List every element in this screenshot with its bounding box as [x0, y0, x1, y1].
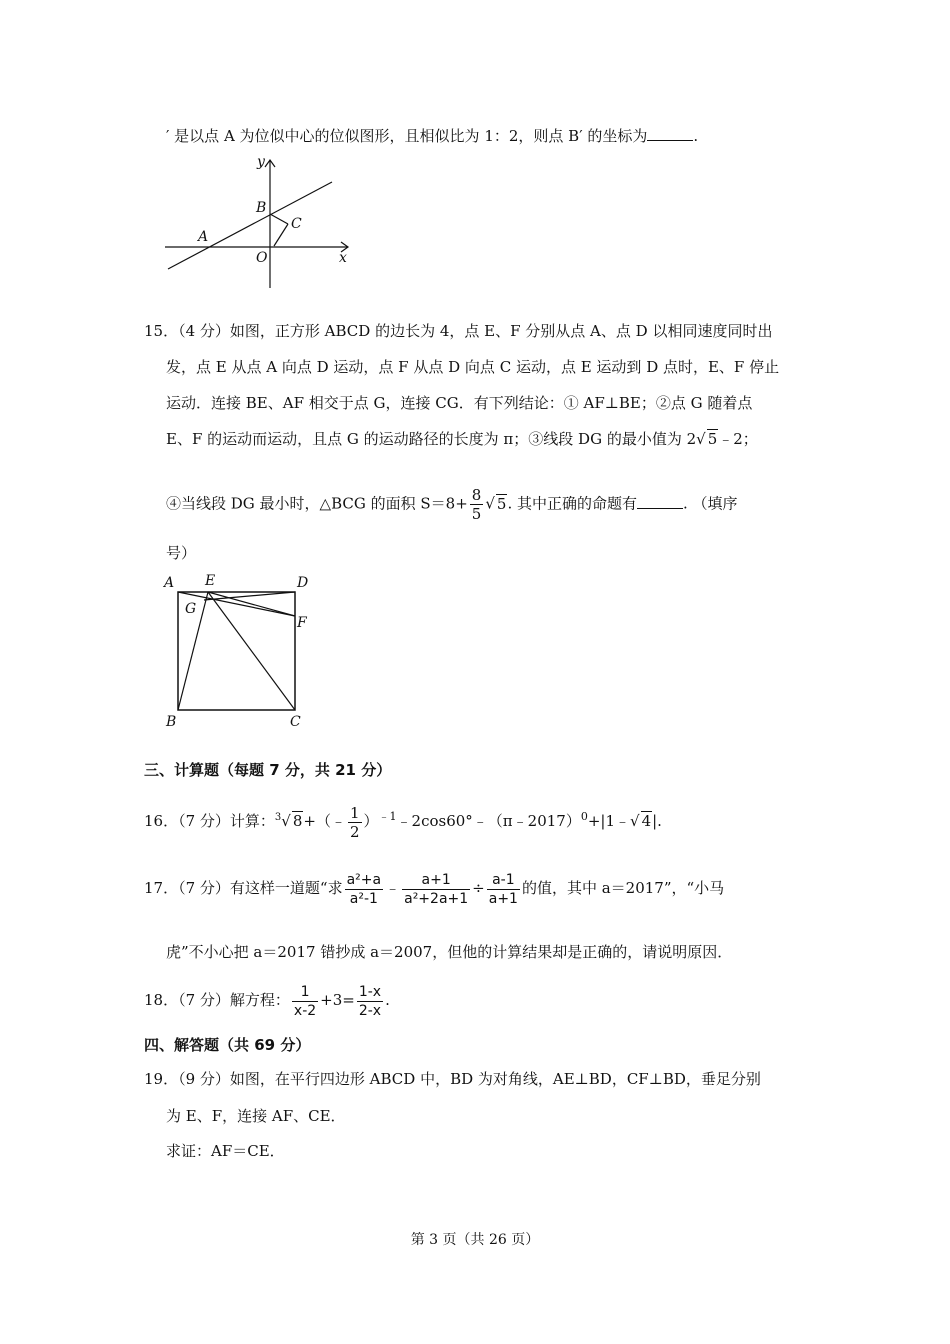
- line-ab: [168, 182, 332, 269]
- segment-gd: [204, 592, 295, 600]
- fraction-2: $\frac{a+1}{\text{a²+2a+1}}$: [404, 871, 469, 907]
- q16-line: 16．（7 分）计算：$^3$√ 8+（﹣ $\frac{1}{2}$ ）$^{﹣1}$﹣2cos60°﹣（π﹣2017）$^0$+|1﹣√ 4|.: [144, 803, 662, 841]
- label-b: B: [256, 200, 267, 216]
- q15-line5: ④当线段 DG 最小时，△BCG 的面积 S＝8+ $\frac{8}{5}$ √ 5. 其中正确的命题有 . （填序: [166, 486, 738, 523]
- q15-line1: 15．（4 分）如图，正方形 ABCD 的边长为 4，点 E、F 分别从点 A、点 D 以相同速度同时出: [144, 322, 773, 340]
- fraction-2: $\frac{1-x}{2-x}$: [358, 983, 382, 1019]
- q17-line1: 17．（7 分）有这样一道题“求 $\frac{\text{a²+a}}{\text{a²-1}}$ ﹣ $\frac{a+1}{\text{a²+2a+1}}$ ÷ $\frac{a-1}{a+1}$ 的值，其中 a＝2017”，“小马: [144, 871, 725, 907]
- label-c: C: [291, 216, 302, 232]
- q15-line3: 运动．连接 BE、AF 相交于点 G，连接 CG．有下列结论：① AF⊥BE；②点 G 随着点: [166, 394, 753, 412]
- section-4-heading: 四、解答题（共 69 分）: [144, 1036, 311, 1054]
- q19-line3: 求证：AF＝CE．: [166, 1142, 285, 1160]
- fraction-1-2: $\frac{1}{2}$: [349, 803, 360, 841]
- label-b: B: [166, 714, 177, 730]
- label-a: A: [198, 229, 209, 245]
- segment-ec: [208, 592, 295, 710]
- label-g: G: [185, 601, 197, 617]
- q14-coordinate-figure: [160, 150, 360, 290]
- q19-line2: 为 E、F，连接 AF、CE．: [166, 1107, 346, 1125]
- q15-line6: 号）: [166, 544, 197, 562]
- segment-bc: [270, 214, 288, 224]
- q18-line: 18．（7 分）解方程： $\frac{1}{x-2}$ +3= $\frac{1-x}{2-x}$ .: [144, 983, 390, 1019]
- fraction-1: $\frac{1}{x-2}$: [293, 983, 317, 1019]
- label-o: O: [256, 250, 268, 266]
- q15-line2: 发，点 E 从点 A 向点 D 运动，点 F 从点 D 向点 C 运动，点 E 运动到 D 点时，E、F 停止: [166, 358, 780, 376]
- q17-line2: 虎”不小心把 a＝2017 错抄成 a＝2007，但他的计算结果却是正确的，请说明原因．: [166, 943, 733, 961]
- section-3-heading: 三、计算题（每题 7 分，共 21 分）: [144, 761, 392, 779]
- segment-co: [274, 224, 288, 246]
- fraction-8-5: $\frac{8}{5}$: [471, 486, 482, 523]
- answer-blank: [647, 126, 693, 141]
- q19-line1: 19．（9 分）如图，在平行四边形 ABCD 中，BD 为对角线，AE⊥BD，CF⊥BD，垂足分别: [144, 1070, 761, 1088]
- fraction-1: $\frac{\text{a²+a}}{\text{a²-1}}$: [346, 871, 382, 907]
- page-footer: 第 3 页（共 26 页）: [410, 1232, 540, 1248]
- label-e: E: [205, 573, 216, 589]
- label-a: A: [164, 575, 175, 591]
- answer-blank: [637, 494, 683, 509]
- label-c: C: [290, 714, 301, 730]
- label-y: y: [257, 154, 265, 170]
- label-x: x: [339, 250, 347, 266]
- fraction-3: $\frac{a-1}{a+1}$: [488, 871, 518, 907]
- label-f: F: [297, 615, 307, 631]
- q15-square-figure: [160, 570, 320, 732]
- q14-text: ′ 是以点 A 为位似中心的位似图形，且相似比为 1：2，则点 B′ 的坐标为 .: [166, 127, 699, 145]
- q15-line4: E、F 的运动而运动，且点 G 的运动路径的长度为 π；③线段 DG 的最小值为 2√ 5﹣2；: [166, 430, 758, 448]
- label-d: D: [297, 575, 309, 591]
